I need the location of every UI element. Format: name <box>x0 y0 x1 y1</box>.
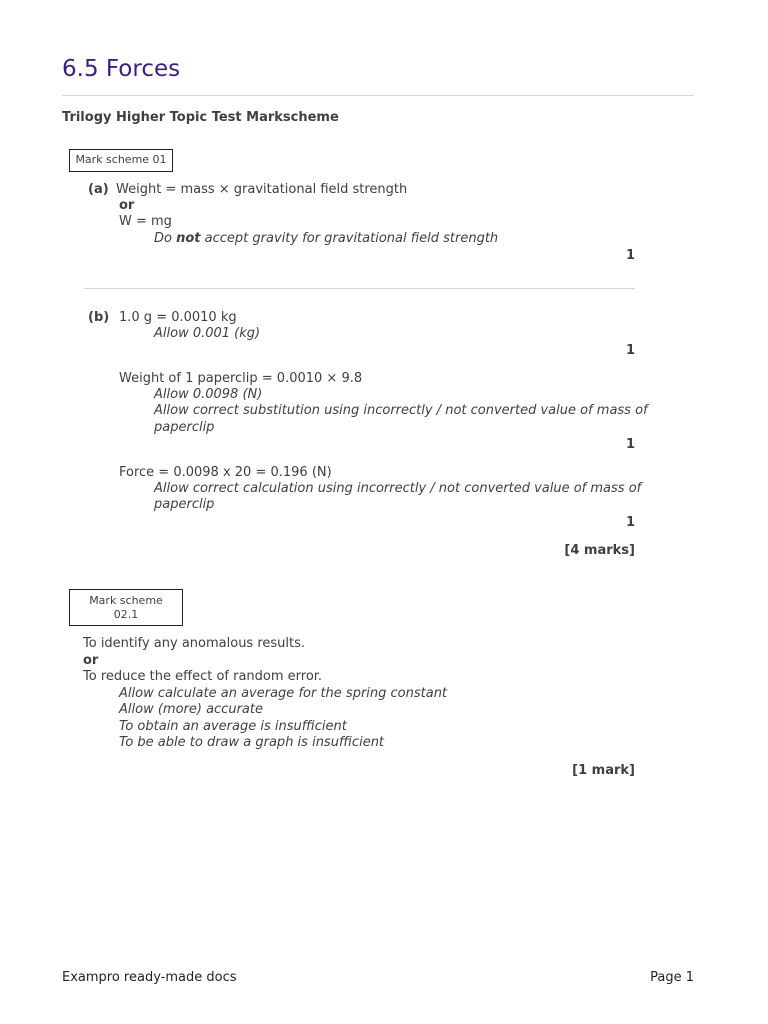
page-title: 6.5 Forces <box>62 56 181 82</box>
part-a-note-post: accept gravity for gravitational field strength <box>200 231 499 246</box>
part-b-step1-mark: 1 <box>625 343 635 358</box>
part-b-step2: Weight of 1 paperclip = 0.0010 × 9.8 <box>119 371 363 386</box>
part-a-note-bold: not <box>176 231 201 246</box>
q02-1-note: To obtain an average is insufficient <box>119 719 347 734</box>
mark-scheme-02-1-label-line1: Mark scheme <box>89 594 163 607</box>
part-b-step2-note2b: paperclip <box>154 420 215 435</box>
part-b-step3: Force = 0.0098 x 20 = 0.196 (N) <box>119 465 332 480</box>
part-b-label: (b) <box>88 310 110 325</box>
part-a-label: (a) <box>88 182 109 197</box>
title-rule <box>62 95 694 96</box>
q02-1-answer-line2: To reduce the effect of random error. <box>83 669 323 684</box>
document-subtitle: Trilogy Higher Topic Test Markscheme <box>62 110 339 125</box>
part-b-step2-note1: Allow 0.0098 (N) <box>154 387 263 402</box>
q02-1-note: Allow (more) accurate <box>119 702 263 717</box>
question-02-1-total: [1 mark] <box>572 763 635 778</box>
mark-scheme-02-1-box <box>69 589 183 626</box>
part-b-step3-note-b: paperclip <box>154 497 215 512</box>
section-divider <box>84 288 635 289</box>
part-b-step2-note2a: Allow correct substitution using incorrectly / not converted value of mass of <box>154 403 648 418</box>
mark-scheme-01-box <box>69 149 173 172</box>
part-b-step1: 1.0 g = 0.0010 kg <box>119 310 237 325</box>
mark-scheme-01-label: Mark scheme 01 <box>75 153 167 166</box>
footer-source: Exampro ready-made docs <box>62 970 237 985</box>
part-a-answer-line1: Weight = mass × gravitational field strength <box>116 182 408 197</box>
question-01-total: [4 marks] <box>564 543 635 558</box>
part-b-step1-note: Allow 0.001 (kg) <box>154 326 261 341</box>
part-a-note-pre: Do <box>154 231 177 246</box>
mark-scheme-02-1-label-line2: 02.1 <box>113 608 139 621</box>
part-a-note <box>154 231 498 247</box>
q02-1-note: Allow calculate an average for the spring constant <box>119 686 448 701</box>
part-a-mark: 1 <box>625 248 635 263</box>
part-b-step2-mark: 1 <box>625 437 635 452</box>
part-b-step3-mark: 1 <box>625 515 635 530</box>
q02-1-note: To be able to draw a graph is insufficient <box>119 735 385 750</box>
q02-1-or: or <box>83 653 99 668</box>
part-b-step3-note-a: Allow correct calculation using incorrectly / not converted value of mass of <box>154 481 642 496</box>
part-a-answer-line2: W = mg <box>119 214 172 229</box>
page-number: Page 1 <box>650 970 694 985</box>
part-a-or: or <box>119 198 135 213</box>
q02-1-answer-line1: To identify any anomalous results. <box>83 636 306 651</box>
